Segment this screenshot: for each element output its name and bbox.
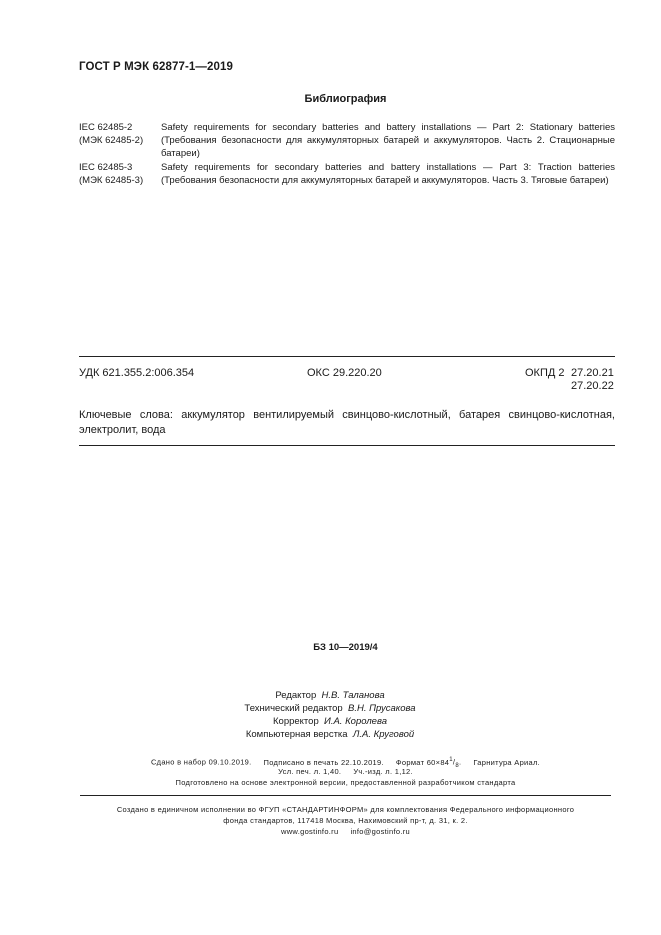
staff-line <box>180 702 480 715</box>
bibliography-entry <box>79 161 615 187</box>
entry-code-iec: IEC 62485-2 <box>79 122 133 133</box>
keywords: Ключевые слова: аккумулятор вентилируемый свинцово-кислотный, батарея свинцово-кислотная, электролит, вода <box>79 409 615 436</box>
publisher-line-1: Создано в единичном исполнении во ФГУП «СТАНДАРТИНФОРМ» для комплектования Федерального информационного <box>116 805 575 814</box>
publisher-contacts <box>80 826 611 837</box>
okpd-code-2: 27.20.22 <box>571 380 614 392</box>
imprint-edit-sheets: Уч.-изд. л. 1,12. <box>353 767 413 776</box>
oks-code: ОКС 29.220.20 <box>307 367 382 379</box>
entry-code-iec: IEC 62485-3 <box>79 162 133 173</box>
imprint-format-numerator: 1 <box>449 757 453 763</box>
imprint-line-2 <box>80 766 611 777</box>
udk-code: УДК 621.355.2:006.354 <box>79 367 195 379</box>
bz-number: БЗ 10—2019/4 <box>313 642 378 653</box>
entry-text: Safety requirements for secondary batteries and battery installations — Part 2: Stationary batteries (Требования безопасности для аккумуляторных батарей и аккумуляторов. Часть 2. Стационарные батареи) <box>161 122 615 159</box>
staff-line <box>180 689 480 702</box>
staff-role: Редактор <box>275 690 317 701</box>
staff-name: В.Н. Прусакова <box>348 703 416 714</box>
entry-code-mek: (МЭК 62485-3) <box>79 175 144 186</box>
document-header: ГОСТ Р МЭК 62877-1—2019 <box>79 61 233 73</box>
publisher-line-2: фонда стандартов, 117418 Москва, Нахимовский пр-т, д. 31, к. 2. <box>223 816 468 825</box>
bibliography-entry <box>79 121 615 160</box>
imprint-line-1: Сдано в набор 09.10.2019. Подписано в печать 22.10.2019. Формат $60\times 84^1/_8$. Гарнитура Ариал. <box>150 757 541 769</box>
staff-role: Компьютерная верстка <box>245 729 348 740</box>
imprint-set-date: Сдано в набор 09.10.2019. <box>150 757 252 767</box>
staff-line <box>180 715 480 728</box>
entry-code-mek: (МЭК 62485-2) <box>79 135 144 146</box>
publisher-email-link[interactable]: info@gostinfo.ru <box>350 827 410 836</box>
okpd-code-1: 27.20.21 <box>571 367 614 379</box>
imprint-typeface: Гарнитура Ариал. <box>473 757 541 767</box>
imprint-format-denominator: 8 <box>455 763 459 769</box>
imprint-divider <box>80 795 611 796</box>
staff-role: Корректор <box>273 716 319 727</box>
staff-name: Л.А. Круговой <box>352 729 415 740</box>
top-divider <box>79 356 615 357</box>
imprint-format: Формат 60×84 <box>395 757 450 767</box>
entry-text: Safety requirements for secondary batteries and battery installations — Part 3: Traction batteries (Требования безопасности для аккумуляторных батарей и аккумуляторов. Часть 3. Тяговые батареи) <box>161 162 615 186</box>
publisher-website-link[interactable]: www.gostinfo.ru <box>281 827 339 836</box>
staff-name: Н.В. Таланова <box>321 690 385 701</box>
staff-role: Технический редактор <box>244 703 343 714</box>
entry-code <box>79 121 161 160</box>
imprint-print-sheets: Усл. печ. л. 1,40. <box>278 767 342 776</box>
entry-code <box>79 161 161 187</box>
okpd-label: ОКПД 2 <box>525 367 565 379</box>
imprint-line-3: Подготовлено на основе электронной версии, предоставленной разработчиком стандарта <box>175 778 516 787</box>
bibliography-title: Библиография <box>304 93 387 105</box>
staff-line <box>180 728 480 741</box>
staff-name: И.А. Королева <box>324 716 387 727</box>
imprint-sign-date: Подписано в печать 22.10.2019. <box>263 757 384 767</box>
bottom-divider <box>79 445 615 446</box>
